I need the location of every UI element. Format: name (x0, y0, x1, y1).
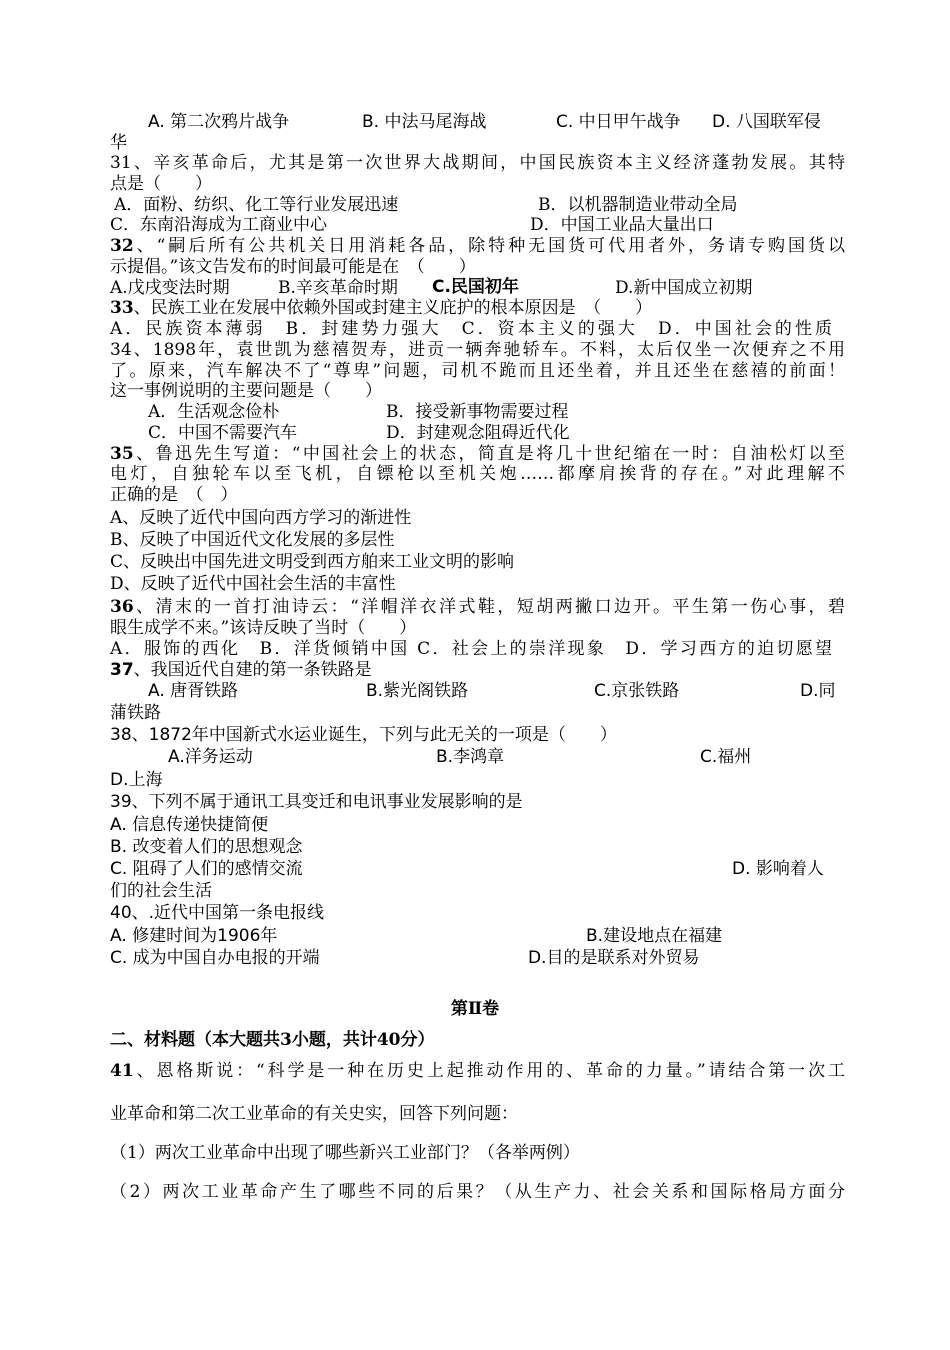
q38-stem: 38、1872年中国新式水运业诞生，下列与此无关的一项是（ ） (110, 725, 617, 745)
q37-number: 37 (110, 660, 134, 680)
q34-stem-line2: 了。原来，汽车解决不了“尊卑”问题，司机不跪而且还坐着，并且还坐在慈禧的前面！ (110, 361, 845, 381)
q35-number: 35 (110, 444, 134, 464)
q35-option-c: C、反映出中国先进文明受到西方舶来工业文明的影响 (110, 552, 515, 572)
q37-option-a: A. 唐胥铁路 (148, 681, 239, 701)
q40-option-c: C. 成为中国自办电报的开端 (110, 948, 320, 968)
q32-stem-line2: 示提倡。”该文告发布的时间最可能是在 （ ） (110, 257, 476, 277)
q39-option-d-continued: 们的社会生活 (110, 881, 212, 901)
q38-option-a: A.洋务运动 (168, 747, 253, 767)
q30-option-a: A. 第二次鸦片战争 (148, 112, 290, 132)
q32-option-c: C.民国初年 (432, 277, 519, 297)
q31-option-d: D．中国工业品大量出口 (530, 215, 714, 235)
q40-option-b: B.建设地点在福建 (586, 926, 723, 946)
q40-stem: 40、.近代中国第一条电报线 (110, 903, 325, 923)
q34-option-b: B．接受新事物需要过程 (386, 402, 569, 422)
q39-option-c: C. 阻碍了人们的感情交流 (110, 859, 303, 879)
q41-subquestion-2: （2）两次工业革命产生了哪些不同的后果？（从生产力、社会关系和国际格局方面分 (110, 1182, 845, 1202)
q40-option-a: A. 修建时间为1906年 (110, 926, 278, 946)
q32-option-a: A.戊戌变法时期 (110, 278, 230, 298)
q39-option-d: D. 影响着人 (732, 859, 824, 879)
q35-option-d: D、反映了近代中国社会生活的丰富性 (110, 574, 396, 594)
part2-title: 第Ⅱ卷 (450, 999, 500, 1019)
q30-option-b: B. 中法马尾海战 (362, 112, 487, 132)
q36-stem-line1: 36、清末的一首打油诗云：“洋帽洋衣洋式鞋，短胡两撇口边开。平生第一伤心事，碧 (110, 597, 845, 617)
q30-option-d: D. 八国联军侵 (712, 112, 821, 132)
q33-number: 33 (110, 298, 134, 318)
q34-option-c: C．中国不需要汽车 (148, 423, 298, 443)
q37-option-c: C.京张铁路 (594, 681, 680, 701)
q32-number: 32 (110, 236, 134, 256)
q36-number: 36 (110, 597, 134, 617)
q31-stem-line1: 31、辛亥革命后，尤其是第一次世界大战期间，中国民族资本主义经济蓬勃发展。其特 (110, 153, 845, 173)
q39-option-a: A. 信息传递快捷简便 (110, 815, 269, 835)
q34-stem-line3: 这一事例说明的主要问题是（ ） (110, 381, 382, 401)
q38-option-b: B.李鸿章 (436, 747, 505, 767)
q41-subquestion-1: （1）两次工业革命中出现了哪些新兴工业部门？（各举两例） (110, 1143, 580, 1163)
q35-option-a: A、反映了近代中国向西方学习的渐进性 (110, 508, 412, 528)
q38-option-c: C.福州 (700, 747, 752, 767)
q32-stem-line1: 32、“嗣后所有公共机关日用消耗各品，除特种无国货可代用者外，务请专购国货以 (110, 236, 845, 256)
q32-option-b: B.辛亥革命时期 (278, 278, 398, 298)
q37-option-d-continued: 蒲铁路 (110, 703, 161, 723)
q35-stem-line1: 35、鲁迅先生写道：“中国社会上的状态，简直是将几十世纪缩在一时：自油松灯以至 (110, 444, 845, 464)
q37-stem: 37、我国近代自建的第一条铁路是 (110, 660, 372, 680)
q34-stem-line1: 34、1898年，袁世凯为慈禧贺寿，进贡一辆奔驰轿车。不料，太后仅坐一次便弃之不用 (110, 340, 845, 360)
q30-option-c: C. 中日甲午战争 (556, 112, 681, 132)
q41-stem-line1: 41、恩格斯说：“科学是一种在历史上起推动作用的、革命的力量。”请结合第一次工 (110, 1061, 845, 1081)
q32-option-d: D.新中国成立初期 (615, 278, 753, 298)
q36-options: A．服饰的西化 B．洋货倾销中国 C．社会上的崇洋现象 D．学习西方的迫切愿望 (110, 639, 832, 659)
q35-stem-line2: 电灯，自独轮车以至飞机，自镖枪以至机关炮……都摩肩挨背的存在。”对此理解不 (110, 464, 845, 484)
q37-option-d: D.同 (800, 681, 836, 701)
q39-stem: 39、下列不属于通讯工具变迁和电讯事业发展影响的是 (110, 792, 523, 812)
q40-option-d: D.目的是联系对外贸易 (528, 948, 700, 968)
q37-option-b: B.紫光阁铁路 (366, 681, 469, 701)
q33-options: A．民族资本薄弱 B．封建势力强大 C．资本主义的强大 D．中国社会的性质 (110, 319, 832, 339)
q31-option-c: C．东南沿海成为工商业中心 (110, 215, 328, 235)
q34-option-d: D．封建观念阻碍近代化 (386, 423, 570, 443)
q31-stem-line2: 点是（ ） (110, 174, 212, 194)
q41-number: 41 (110, 1061, 134, 1081)
q34-option-a: A．生活观念俭朴 (148, 402, 280, 422)
q41-stem-line2: 业革命和第二次工业革命的有关史实，回答下列问题： (110, 1104, 518, 1124)
q30-option-d-continued: 华 (110, 133, 127, 153)
q36-stem-line2: 眼生成学不来。”该诗反映了当时（ ） (110, 618, 417, 638)
q31-option-a: A．面粉、纺织、化工等行业发展迅速 (114, 195, 399, 215)
q35-option-b: B、反映了中国近代文化发展的多层性 (110, 530, 395, 550)
q38-option-d: D.上海 (110, 770, 163, 790)
q31-option-b: B．以机器制造业带动全局 (538, 195, 738, 215)
q35-stem-line3: 正确的是 （ ） (110, 485, 238, 505)
part2-section-heading: 二、材料题（本大题共3小题，共计40分） (110, 1030, 435, 1050)
q39-option-b: B. 改变着人们的思想观念 (110, 837, 303, 857)
q33-stem: 33、民族工业在发展中依赖外国或封建主义庇护的根本原因是 （ ） (110, 298, 653, 318)
